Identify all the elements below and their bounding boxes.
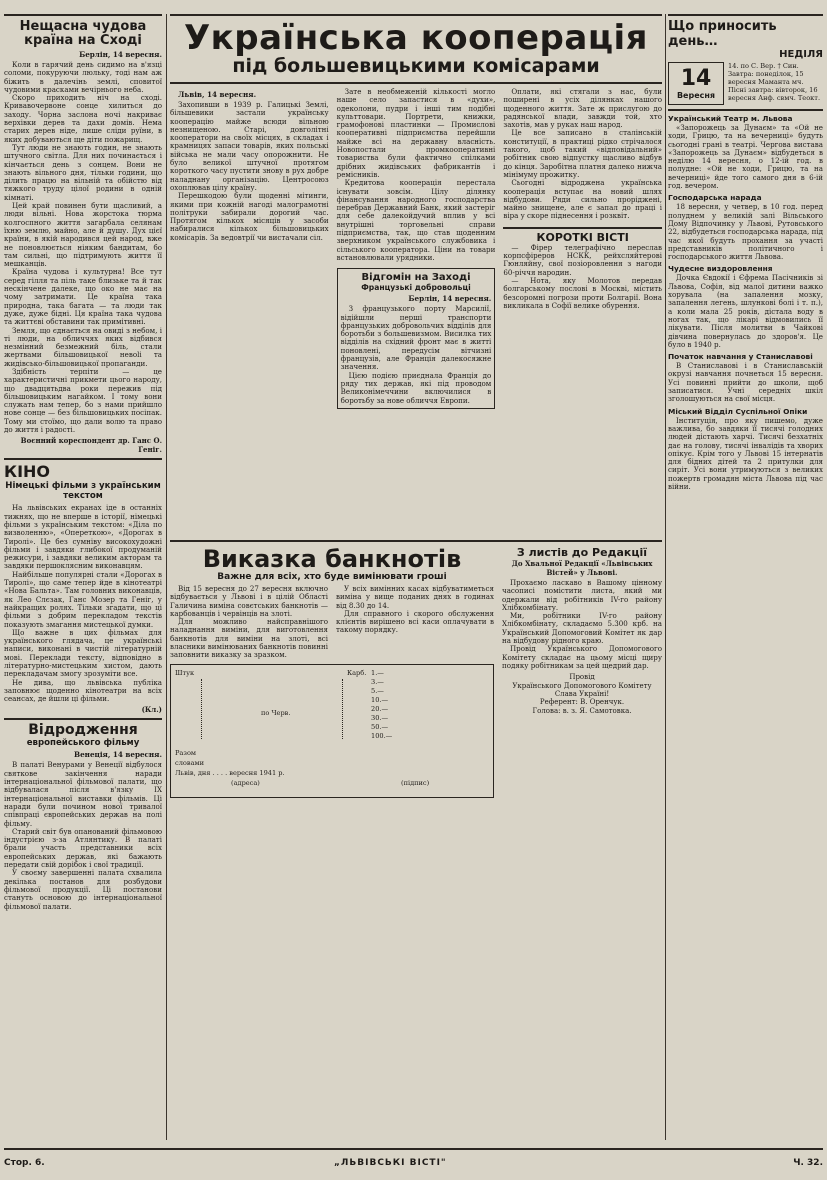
paragraph: Цією подією приєднала Франція до ряду тих держав, які під проводом Великонімеччини включилися в боротьбу за нове обличчя Европи. [340,370,492,405]
short-news [503,227,662,310]
paragraph: У своєму завершенні палата схвалила декілька постанов для розбудови фільмової продукції. Ці постанови стануть основою до інтернаціональної фільмової палати. [4,868,162,911]
form-dotted-area [201,679,343,739]
article-unhappy-country [4,14,162,454]
paragraph: Сьогодні відроджена українська кооперація вступає на новий шлях відбудови. Ряди сильно проріджені, майно знищене, але є запал до праці і віра у скоре піднесення і розквіт. [503,178,662,221]
form-denomination: 20.— [371,704,389,713]
news-item-text: В Станиславові і в Станиславській окрузі навчання почнеться 15 вересня. Усі повинні прийти до школи, щоб записатися. Учні середніх шкіл зголошуються на свої місця. [668,361,823,404]
lower-section [170,540,662,798]
paragraph: Для можливо найсправнішого наладнання виміни, для виготовлення банкнотів для виміни на злоті, всі власники вимінюваних банкнотів повинні заповнити виказку за зразком. [170,617,328,660]
paragraph: Ми, робітники IV-го району Хлібкомбінату, складаємо 5.300 крб. на Український Допомоговий Комітет як дар на відбудову рідного краю. [502,611,662,646]
kino-label: КІНО [4,462,51,482]
main-headline-block [170,14,662,84]
news-item-title: Український Театр м. Львова [668,114,793,123]
article-col-2 [337,88,496,540]
main-subheadline: під большевицькими комісарами [232,55,600,77]
paragraph: Земля, що єднається на овиді з небом, і ті люди, на обличчях яких відбився незмінний безмежний біль, стали жертвами більшовицької невolі та жидівсько-більшовицької пропаганди. [4,325,162,368]
letters-address: До Хвальної Редакції «Львівських Вістей» у Львові. [511,559,653,577]
article-dateline: Венеція, 14 вересня. [74,750,162,760]
form-slovami-label: словами [175,758,205,767]
paragraph: Перешкодою були щоденні мітинги, якими при кожній нагоді малограмотні політруки забирали дорогий час. Протягом кількох місяців у засоби набиралися кількох більшовицьких комісарів. За ведовтрії чи вистачали сіл. [170,191,329,242]
form-karb-label: Карб. [347,668,367,677]
news-items [668,109,823,491]
western-echo-box [337,268,496,409]
page-footer [4,1148,823,1176]
news-item-title: Господарська нарада [668,193,762,203]
newspaper-name: „ЛЬВІВСЬКІ ВІСТІ" [334,1158,447,1168]
article-revival [4,718,162,910]
banknote-notice [170,546,494,798]
news-item-text: Дочка Євдокії і Єфрема Пасічників зі Львова, Софія, від малої дитини важко хорувала (на запалення мозку, запалення легень, шлункові болі і т. п.), а коли мала 25 років, дістала воду в ногах так, що лікарі відмовились її лікувати. Після молитви в Чайкові дівчина повернулась до здоров'я. Це було в 1940 р. [668,273,823,349]
news-item [668,352,823,403]
signoff-line: Українського Допомогового Комітету [512,681,652,690]
form-denomination: 1.— [371,668,384,677]
kino-section [4,458,162,714]
paragraph: Цей край повинен бути щасливий, а люди вільні. Нова жорстока тюрма колгоспного життя загарбала селянам їхню землю, майно, але й душу. Дух цієї країни, в якій народився цей народ, вже не поновлюється ніяким бандитам, бо там сильні, що підтримують життя її мешканців. [4,201,162,269]
paragraph: Зате в необмеженій кількості могло наше село запастися в «духи», одеколони, пудри і інші тим подібні культтовари. Портрети, книжки, грамофонові пластинки — Промислові кооперативні підприємства перейшли майже всі на державну власність. Новопостали промкооперативні товариства були фактично спілками дрібних жидівських фабрикантів і ремісників. [336,88,496,179]
article-signature: Воєнний кореспондент др. Ганс О. Геніг. [20,436,162,455]
paragraph: Країна чудова і культурна! Все тут серед гілля та піль таке близьке та й так нескінчене далеке, що око не має на чому затримати. Це країна така природна, така багата — та люди так дуже, дуже бідні. Ця країна така чудова та життєві обставини так примітивні. [4,267,162,327]
form-denominations [371,669,392,741]
almanac: 14. по С. Вер. † Син. Завтра: понеділок, 15 вересня Мамантa мч. Пісні завтра: вівторок, 16 вересня Анф. свмч. Теокт. [728,62,821,102]
paragraph: Від 15 вересня до 27 вересня включно відбувається у Львові і в цілій Області Галичина виміна совєтських банкнотів — карбованців і червінців на злоті. [170,584,328,618]
issue-number: Ч. 32. [793,1158,823,1168]
paragraph: Кредитова кооперація перестала існувати зовсім. Цілу ділянку фінансування народного господарства перебрав Державний Банк, який застеріг для себе далекойдучий вплив у всі внутрішні торговельні справи підприємства, так, що став щоденним зверхником українського службовика і сільського кооператора. Ціни на товари встановлювали урядники. [336,178,496,262]
paragraph: Скоро приходить ніч на сході. Кривавочервоне сонце хилиться до заходу. Чорна заслона ночі накриває верхівки дерев та дахи домів. Нема старих дерев ніде, лише сліди руїни, в яких добуваються ще діти пожарищ. [4,93,162,144]
calendar-body [668,62,823,105]
notice-subtitle: Важне для всіх, хто буде вимінювати гроші [217,572,447,582]
form-denomination: 50.— [371,722,389,731]
paragraph: Тут люди не знають годин, не знають штучного світла. Для них починається і кінчається день з сонцем. Вони не знають вільного дня, тільки години, що ділить працю на вільній та обійстю від тяжкого труду цілої родини в одній кімнаті. [4,142,162,202]
article-subtitle: европейського фільму [26,738,140,749]
news-item-text: «Запорожець за Дунаєм» та «Ой не ходи, Грицю, та на вечерниці» будуть сьогодні грані в театрі. Чергова вистава «Запорожець за Дунаєм» відбудеться в неділю 14 вересня, о 12-ій год. в полудне: «Ой не ходи, Грицю, та на вечерниці» йде того самого дня в 6-ій год. вечером. [668,123,823,191]
news-item-title: Міський Відділ Суспільної Опіки [668,406,808,416]
paragraph: — Фірер телеграфічно переслав корпсфіреров НСКК, рейхсляйтерові Гюнляйну, свої позіоровлення з нагоди 60-річчя народин. [503,242,662,277]
paragraph: Що важне в цих фільмах для українського глядача, це українські написи, виконані в чистій літературній мові. Переклади тексту, відповідно в літературно-мистецьким хистом, дають перекладачам змогу зрозуміти все. [4,627,162,679]
calendar-title: Що приносить день… [668,19,777,49]
date-box [668,62,724,105]
form-cherv-label: по Черв. [261,708,291,717]
paragraph: Оплати, які стягали з нас, були поширені в усіх ділянках нашого щоденного життя. Зате ж прислугою до радянської влади, завжди той, хто захотів, мав у руках наш народ. [503,88,662,130]
column-rule [665,14,666,1140]
article-title: Нещасна чудова країна на Сході [19,19,147,48]
paragraph: Не дива, що львівська публіка заповнює щоденно кінотеатри на всіх сеансах, де йшли ці фільми. [4,677,162,704]
news-item [668,193,823,261]
article-title: Німецькі фільми з українським текстом [5,481,161,502]
notice-title: Виказка банкнотів [202,545,462,573]
date-day: 14 [680,66,712,91]
signoff-line: Провід [569,673,595,682]
letters-signoff [502,673,662,715]
form-date: Львів, дня . . . . вересня 1941 р. [175,768,285,777]
paragraph: — Нота, яку Молотов передав болгарському послові в Москві, містить безсоромні погрози проти Болгарії. Вона викликала в Софії велике обурення. [503,275,662,310]
article-signature: (Кл.) [141,705,162,715]
letters-title: З листів до Редакції [516,546,648,559]
notice-body [170,585,494,660]
article-title: Відгомін на Заході [361,272,471,284]
form-signature: (підпис) [401,778,430,787]
paragraph: В палаті Венурами у Венеції відбулося святкове закінчення наради інтернаціональної фільмової палати, що відбувалася після в'язку IX інтернаціональної виставки фільмів. Ці наради були почином нової тривалої співпраці європейських держав на полі фільму. [4,760,162,828]
column-rule [166,14,167,1140]
paragraph: З французького порту Марсилії, відійшли перші транспорти французьких добровольчих відділів для боротьби з большевизмом. Висилка тих відділів на східний фронт має в житті поновлені, передусім вітчизні французів, але Франція далекосяжне значення. [340,304,492,372]
short-news-title: КОРОТКІ ВІСТІ [536,230,629,244]
form-denomination: 3.— [371,677,384,686]
paragraph: Здібність терпіти — це характеристичні прикмети цього народу, що двадцятьдва роки пережив під більшовицьким нагайком. І тому вони служать нам тепер, бо з нами прийшло нове сонце — без більшовицьких посіпак. Тому ми стоїмо, що дали волю та право до життя і радості. [4,366,162,435]
paragraph: У всіх вимінних касах відбуватиметься виміна у вище поданих днях в годинах від 8.30 до 14. [336,584,494,610]
paragraph: Це все записано в сталінській конституції, в практиці рідко стрічалося такого, щоб такий «відповідальний» робітник свою відпустку щасливо відбув до кінця. Заробітна платня далеко нижча мінімуму прожитку. [503,128,662,179]
page-number: Стор. 6. [4,1158,45,1168]
center-column [170,0,662,1144]
news-item-title: Чудесне виздоровлення [668,264,773,274]
paragraph: Найбільше популярні стали «Дорогах в Тиролі», що саме тепер йде в кінотеатрі «Нова Бальта». Там головних виконавців, як Лео Слєзак, Ганс Мозер та Геніг, у найкращих ролях. Тільки згадати, що ці фільми з добрим перекладом текстів показують змагання мистецької думки. [4,569,162,629]
form-denomination: 100.— [371,731,393,740]
news-item [668,264,823,349]
sample-form [170,664,494,798]
form-shtuk-label: Штук [175,668,195,677]
article-col-3 [503,88,662,540]
paragraph: Прохаємо ласкаво в Вашому цінному часописі помістити листа, який ми одержали від робітників IV-го району Хлібкомбінату. [502,578,662,612]
signoff-line: Слава Україні! [554,690,610,699]
date-month: Вересня [676,91,716,100]
form-denomination: 10.— [371,695,389,704]
article-title: Відродження [28,722,138,739]
calendar-weekday: НЕДІЛЯ [779,49,823,60]
cooperation-article [170,88,662,540]
form-razom-label: Разом [175,748,197,757]
form-denomination: 5.— [371,686,384,695]
paragraph: На львівських екранах іде в останніх тижнях, що не вперше в історії, німецькі фільми з українським текстом: «Діла по визволенню», «Опереткою», «Дорогах в Тиролі». Це без сумніву високохудожні фільми і завдяки глибокої продуманій режисури, і завдяки великим акторам та завдяки першоклясним виконавцям. [4,503,162,571]
news-item-text: 18 вересня, у четвер, в 10 год. перед полуднем у великій залі Вільського Дому Відпочинку у Львові, Рутовського 22, відбудеться господарська нарада, під час якої будуть прохання за участі представників політичного і господарського життя Львова. [668,202,823,262]
form-address: (адреса) [231,778,260,787]
article-dateline: Берлін, 14 вересня. [408,294,492,304]
article-col-1 [170,88,329,540]
paragraph: Захопивши в 1939 р. Галицькі Землі, більшевики застали українську кооперацію майже всюди вільною незнищеною. Старі, довголітні кооператори на своїх місцях, в складах і крамницях запаси товарів, яких польські війська не мали часу опорожнити. Не було великої штучної протягом короткого часу пустити знову в рух добре наладнану організацію. Центросоюз охоплював цілу країну. [170,100,329,192]
article-dateline: Берлін, 14 вересня. [79,50,162,59]
letters-to-editor [502,546,662,798]
left-column [4,0,162,1144]
news-item-title: Початок навчання у Станиславові [668,352,813,362]
form-denomination: 30.— [371,713,389,722]
news-item [668,407,823,492]
signoff-line: Референт: В. Оренчук. [539,698,625,707]
news-item-text: Інституція, про яку пишемо, дуже важлива, бо завдяки її тисячі голодних людей дістають харчі. Тисячі безхатніх дає на голову, тисячі інвалідів та хворих опікує. Крім того у Львові 15 інтернатів для бідних дітей та 2 притулки для сиріт. Усі вони утримуються з великих пожертв громадян міста Львова під час війни. [668,415,823,491]
news-item [668,114,823,190]
paragraph: Провід Українського Допомогового Комітету складає на цьому місці щиру подяку робітникам за цей щедрий дар. [502,644,662,670]
main-headline: Українська кооперація [183,18,649,58]
calendar-header [668,14,823,105]
paragraph: Старий світ був опанований фільмовою індустрією з-за Атлянтику. В палаті брали участь представники всіх европейських держав, які бажають передати свій дорібок і свої традиції. [4,826,162,870]
paragraph: Для справного і скорого обслуження клієнтів вирішено всі каси оплачувати в такому порядку. [336,608,494,635]
article-dateline: Львів, 14 вересня. [178,90,257,99]
signoff-line: Голова: в. з. Я. Самотовка. [532,706,632,715]
article-subtitle: Французькі добровольці [361,283,471,293]
right-column [668,0,823,1144]
paragraph: Коли в гарячий день сидимо на в'язці соломи, покуруючи люльку, тоді нам аж біжить в далечінь землі, сповитої чудовими красками вечірнього неба. [4,60,162,94]
